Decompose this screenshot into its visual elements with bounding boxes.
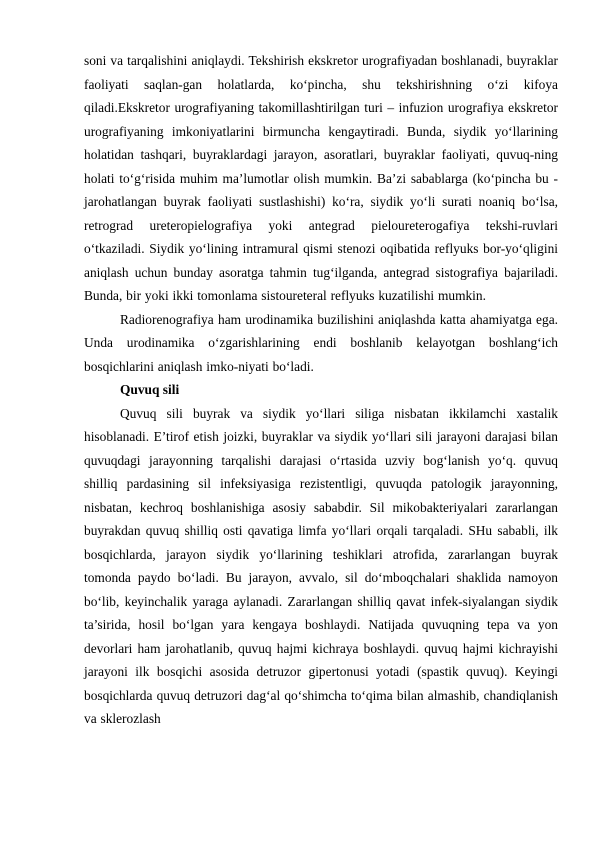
paragraph-bladder-tuberculosis: Quvuq sili buyrak va siydik yo‘llari siliga nisbatan ikkilamchi xastalik hisoblanadi. E’tirof etish joizki, buyraklar va siydik yo‘llari sili jarayoni darajasi bilan quvuqdagi jarayonning tarqalishi darajasi o‘rtasida uzviy bog‘lanish yo‘q. quvuq shilliq pardasining sil infeksiyasiga rezistentligi, quvuqda patologik jarayonning, nisbatan, kechroq boshlanishiga asosiy sababdir. Sil mikobakteriyalari zararlangan buyrakdan quvuq shilliq osti qavatiga limfa yo‘llari orqali tarqaladi. SHu sababli, ilk bosqichlarda, jarayon siydik yo‘llarining teshiklari atrofida, zararlangan buyrak tomonda paydo bo‘ladi. Bu jarayon, avvalo, sil do‘mboqchalari shaklida namoyon bo‘lib, keyinchalik yaraga aylanadi. Zararlangan shilliq qavat infek-siyalangan siydik ta’sirida, hosil bo‘lgan yara kengaya boshlaydi. Natijada quvuqning tepa va yon devorlari ham jarohatlanib, quvuq hajmi kichraya boshlaydi. quvuq hajmi kichrayishi jarayoni ilk bosqichi asosida detruzor gipertonusi yotadi (spastik quvuq). Keyingi bosqichlarda quvuq detruzori dag‘al qo‘shimcha to‘qima bilan almashib, chandiqlanish va sklerozlash [84,405,558,726]
paragraph-urography: soni va tarqalishini aniqlaydi. Tekshirish ekskretor urografiyadan boshlanadi, buyraklar faoliyati saqlan-gan holatlarda, ko‘pincha, shu tekshirishning o‘zi kifoya qiladi.Ekskretor urografiyaning takomillashtirilgan turi – infuzion urografiya ekskretor urografiyaning imkoniyatlarini birmuncha kengaytiradi. Bunda, siydik yo‘llarining holatidan tashqari, buyraklardagi jarayon, asoratlari, buyraklar faoliyati, quvuq-ning holati to‘g‘risida muhim ma’lumotlar olish mumkin. Ba’zi sabablarga (ko‘pincha bu - jarohatlangan buyrak faoliyati sustlashishi) ko‘ra, siydik yo‘li surati noaniq bo‘lsa, retrograd ureteropielografiya yoki antegrad pieloureterogafiya tekshi-ruvlari o‘tkaziladi. Siydik yo‘lining intramural qismi stenozi oqibatida reflyuks bor-yo‘qligini aniqlash uchun bunday asoratga tahmin tug‘ilganda, antegrad sistografiya bajariladi. Bunda, bir yoki ikki tomonlama sistoureteral reflyuks kuzatilishi mumkin. [84,53,558,303]
document-body [84,49,558,731]
paragraph-radiorenography: Radiorenografiya ham urodinamika buzilishini aniqlashda katta ahamiyatga ega. Unda urodinamika o‘zgarishlarining endi boshlanib kelayotgan boshlang‘ich bosqichlarini aniqlash imko-niyati bo‘ladi. [84,311,558,374]
section-heading: Quvuq sili [120,382,180,397]
